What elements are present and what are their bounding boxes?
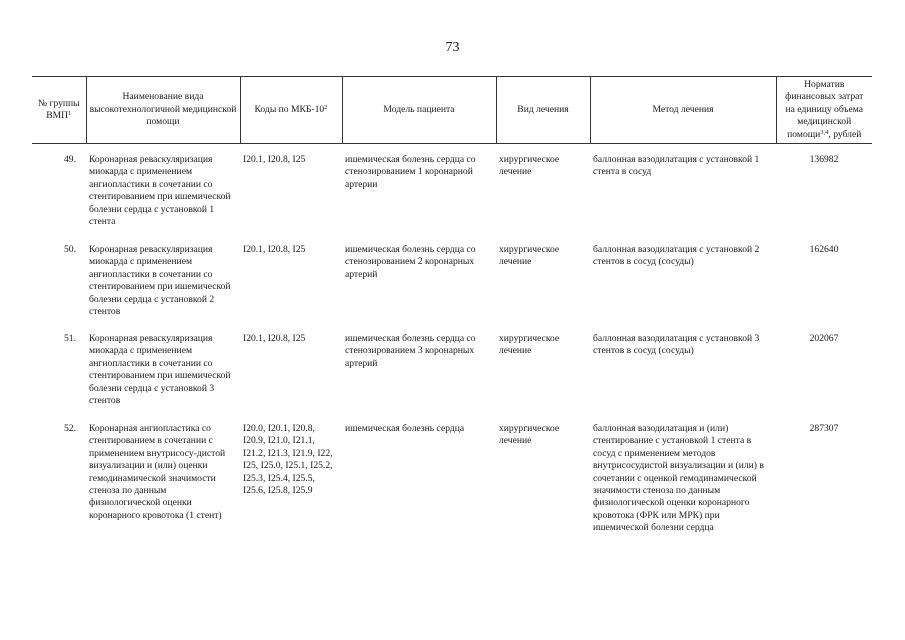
row-name: Коронарная реваскуляризация миокарда с применением ангиопластики в сочетании со стентированием при ишемической болезни сердца с установкой 1 стента xyxy=(89,154,231,228)
header-cost: Норматив финансовых затрат на единицу объема медицинской помощи$^{3,4}$, рублей xyxy=(776,77,872,144)
row-method: баллонная вазодилатация с установкой 2 стентов в сосуд (сосуды) xyxy=(593,244,760,268)
page-number: 73 xyxy=(445,40,460,55)
row-codes: I20.1, I20.8, I25 xyxy=(243,244,306,256)
header-method: Метод лечения xyxy=(590,77,776,144)
row-cost: 136982 xyxy=(809,154,839,166)
row-name: Коронарная ангиопластика со стентированием в сочетании с применением внутрисосу-дистой визуализации и (или) оценки гемодинамической значимости стеноза по данным физиологической оценки коронарного кровотока (1 стент) xyxy=(89,423,226,521)
table-header-row xyxy=(32,77,872,144)
row-model: ишемическая болезнь сердца xyxy=(345,423,465,435)
header-type: Вид лечения xyxy=(496,77,590,144)
row-type: хирургическое лечение xyxy=(499,333,560,357)
header-name: Наименование вида высокотехнологичной медицинской помощи xyxy=(86,77,240,144)
row-number: 49. xyxy=(64,154,76,166)
table-row xyxy=(32,234,872,323)
row-codes: I20.0, I20.1, I20.8, I20.9, I21.0, I21.1, I21.2, I21.3, I21.9, I22, I25, I25.0, I25.1, I25.2, I25.3, I25.4, I25.5, I25.6, I25.8, I25.9 xyxy=(243,423,333,497)
row-name: Коронарная реваскуляризация миокарда с применением ангиопластики в сочетании со стентированием при ишемической болезни сердца с установкой 2 стентов xyxy=(89,244,231,318)
row-type: хирургическое лечение xyxy=(499,423,560,447)
vmp-table xyxy=(32,76,872,535)
row-cost: 202067 xyxy=(809,333,839,345)
row-cost: 287307 xyxy=(809,423,839,435)
row-number: 52. xyxy=(64,423,76,435)
table-row xyxy=(32,144,872,235)
row-codes: I20.1, I20.8, I25 xyxy=(243,333,306,345)
row-method: баллонная вазодилатация с установкой 3 стентов в сосуд (сосуды) xyxy=(593,333,760,357)
row-model: ишемическая болезнь сердца со стенозированием 1 коронарной артерии xyxy=(345,154,476,190)
row-model: ишемическая болезнь сердца со стенозированием 3 коронарных артерий xyxy=(345,333,476,369)
table-row xyxy=(32,323,872,413)
row-type: хирургическое лечение xyxy=(499,244,560,268)
header-model: Модель пациента xyxy=(342,77,496,144)
header-group: № группы ВМП$^1$ xyxy=(32,77,86,144)
row-codes: I20.1, I20.8, I25 xyxy=(243,154,306,166)
row-method: баллонная вазодилатация с установкой 1 стента в сосуд xyxy=(593,154,760,178)
row-number: 51. xyxy=(64,333,76,345)
row-model: ишемическая болезнь сердца со стенозированием 2 коронарных артерий xyxy=(345,244,476,280)
row-number: 50. xyxy=(64,244,76,256)
table-row xyxy=(32,413,872,535)
row-name: Коронарная реваскуляризация миокарда с применением ангиопластики в сочетании со стентированием при ишемической болезни сердца с установкой 3 стентов xyxy=(89,333,231,407)
row-method: баллонная вазодилатация и (или) стентирование с установкой 1 стента в сосуд с применением методов внутрисосудистой визуализации и (или) в сочетании с оценкой гемодинамической значимости стеноза по данным физиологической оценки коронарного кровотока (ФРК или МРК) при ишемической болезни сердца xyxy=(593,423,764,534)
row-type: хирургическое лечение xyxy=(499,154,560,178)
row-cost: 162640 xyxy=(809,244,839,256)
header-codes: Коды по МКБ-$10^2$ xyxy=(240,77,342,144)
